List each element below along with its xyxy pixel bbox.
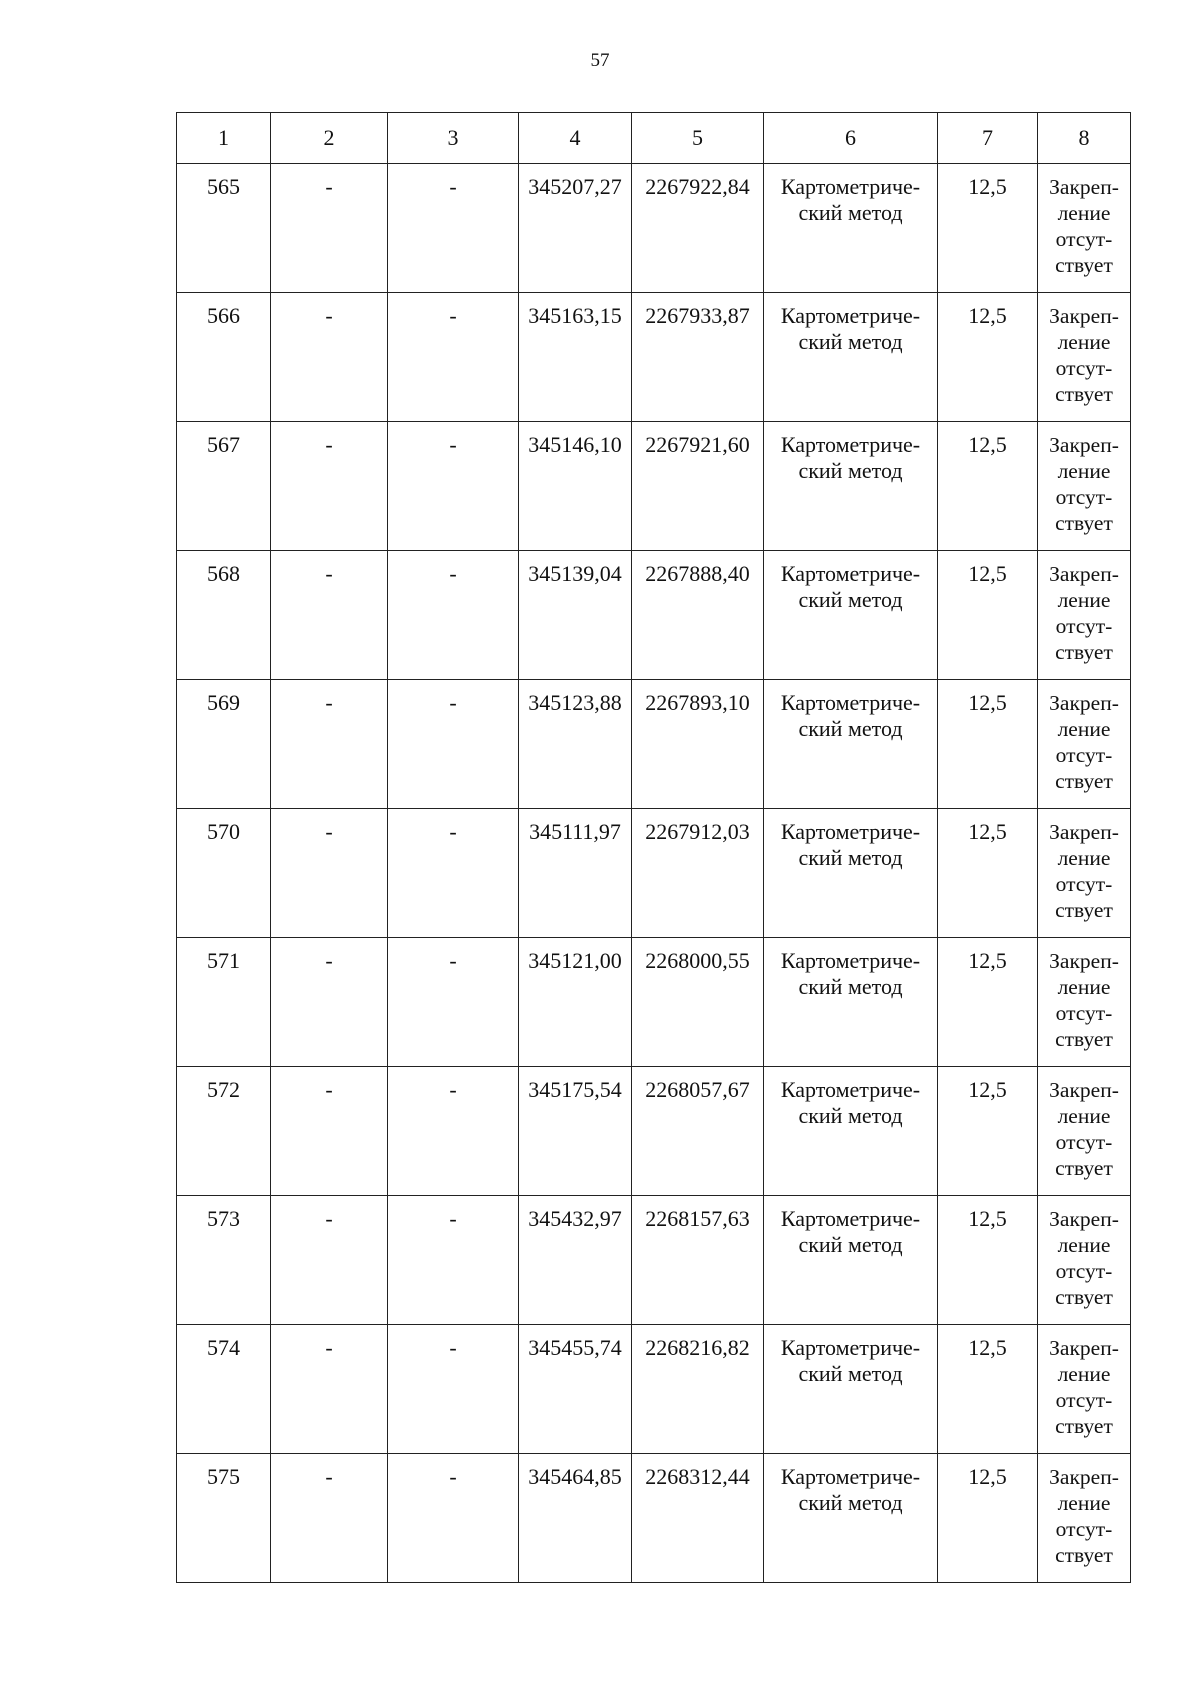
accuracy: 12,5 [938, 422, 1038, 551]
cell-line: ский метод [798, 200, 903, 225]
cell-line: ствует [1055, 898, 1113, 922]
coord-y: 2268216,82 [632, 1325, 764, 1454]
point-number: 565 [177, 164, 271, 293]
cell-line: ствует [1055, 1414, 1113, 1438]
cell-line: ление [1057, 1491, 1111, 1515]
cell-line: ление [1057, 459, 1111, 483]
fixing-cell [1038, 1067, 1131, 1196]
method-cell [764, 164, 938, 293]
coord-x: 345175,54 [519, 1067, 632, 1196]
cell-line: отсут- [1055, 1259, 1113, 1283]
cell-line: ский метод [798, 1490, 903, 1515]
point-number: 572 [177, 1067, 271, 1196]
cell-line: Картометриче- [780, 1464, 921, 1489]
cell-line: отсут- [1055, 1388, 1113, 1412]
coord-y: 2268157,63 [632, 1196, 764, 1325]
cell-col-2: - [271, 680, 388, 809]
cell-line: ление [1057, 717, 1111, 741]
cell-line: Картометриче- [780, 1077, 921, 1102]
cell-line: ление [1057, 846, 1111, 870]
cell-line: Картометриче- [780, 819, 921, 844]
accuracy: 12,5 [938, 938, 1038, 1067]
cell-line: Закреп- [1049, 304, 1119, 328]
cell-line: Закреп- [1049, 1078, 1119, 1102]
cell-col-2: - [271, 1454, 388, 1583]
cell-col-2: - [271, 1067, 388, 1196]
cell-col-2: - [271, 164, 388, 293]
cell-line: отсут- [1055, 614, 1113, 638]
coord-y: 2267933,87 [632, 293, 764, 422]
point-number: 570 [177, 809, 271, 938]
cell-col-2: - [271, 809, 388, 938]
cell-line: ление [1057, 1233, 1111, 1257]
cell-line: отсут- [1055, 1517, 1113, 1541]
table-row [177, 1067, 1131, 1196]
accuracy: 12,5 [938, 1325, 1038, 1454]
cell-line: Закреп- [1049, 1207, 1119, 1231]
method-cell [764, 680, 938, 809]
coord-y: 2267888,40 [632, 551, 764, 680]
coord-x: 345121,00 [519, 938, 632, 1067]
coord-y: 2268000,55 [632, 938, 764, 1067]
page-number: 57 [590, 50, 610, 71]
fixing-cell [1038, 1325, 1131, 1454]
method-cell [764, 293, 938, 422]
cell-line: ствует [1055, 1543, 1113, 1567]
cell-line: Картометриче- [780, 948, 921, 973]
cell-col-3: - [388, 164, 519, 293]
table-row [177, 551, 1131, 680]
method-cell [764, 1454, 938, 1583]
table-row [177, 809, 1131, 938]
column-header: 5 [632, 113, 764, 164]
point-number: 568 [177, 551, 271, 680]
cell-line: ствует [1055, 769, 1113, 793]
accuracy: 12,5 [938, 809, 1038, 938]
cell-col-2: - [271, 1196, 388, 1325]
fixing-cell [1038, 809, 1131, 938]
method-cell [764, 551, 938, 680]
cell-line: ствует [1055, 382, 1113, 406]
cell-line: ствует [1055, 1156, 1113, 1180]
cell-line: отсут- [1055, 1001, 1113, 1025]
accuracy: 12,5 [938, 1196, 1038, 1325]
coord-x: 345123,88 [519, 680, 632, 809]
cell-col-2: - [271, 422, 388, 551]
cell-line: Картометриче- [780, 432, 921, 457]
cell-line: отсут- [1055, 743, 1113, 767]
column-header: 3 [388, 113, 519, 164]
accuracy: 12,5 [938, 164, 1038, 293]
coord-y: 2267921,60 [632, 422, 764, 551]
fixing-cell [1038, 422, 1131, 551]
cell-line: отсут- [1055, 872, 1113, 896]
cell-line: ствует [1055, 1285, 1113, 1309]
coord-y: 2267922,84 [632, 164, 764, 293]
column-header: 8 [1038, 113, 1131, 164]
coord-x: 345163,15 [519, 293, 632, 422]
table-row [177, 938, 1131, 1067]
cell-line: Картометриче- [780, 1335, 921, 1360]
coord-y: 2268057,67 [632, 1067, 764, 1196]
cell-line: Картометриче- [780, 690, 921, 715]
column-header: 7 [938, 113, 1038, 164]
table-row [177, 680, 1131, 809]
cell-line: Закреп- [1049, 562, 1119, 586]
method-cell [764, 1325, 938, 1454]
cell-line: ление [1057, 588, 1111, 612]
cell-line: ствует [1055, 1027, 1113, 1051]
cell-line: ление [1057, 975, 1111, 999]
cell-line: Закреп- [1049, 1336, 1119, 1360]
cell-line: ствует [1055, 253, 1113, 277]
cell-col-3: - [388, 422, 519, 551]
table-row [177, 1325, 1131, 1454]
point-number: 569 [177, 680, 271, 809]
column-header: 6 [764, 113, 938, 164]
header-row [177, 113, 1131, 164]
cell-line: ский метод [798, 845, 903, 870]
column-header: 2 [271, 113, 388, 164]
fixing-cell [1038, 293, 1131, 422]
cell-line: ление [1057, 201, 1111, 225]
point-number: 573 [177, 1196, 271, 1325]
point-number: 567 [177, 422, 271, 551]
fixing-cell [1038, 938, 1131, 1067]
accuracy: 12,5 [938, 680, 1038, 809]
cell-line: ствует [1055, 640, 1113, 664]
column-header: 1 [177, 113, 271, 164]
cell-line: Картометриче- [780, 303, 921, 328]
cell-line: ление [1057, 1104, 1111, 1128]
cell-line: ский метод [798, 974, 903, 999]
cell-line: Закреп- [1049, 820, 1119, 844]
coord-y: 2267893,10 [632, 680, 764, 809]
coord-x: 345455,74 [519, 1325, 632, 1454]
coord-y: 2268312,44 [632, 1454, 764, 1583]
column-header: 4 [519, 113, 632, 164]
table-row [177, 422, 1131, 551]
coord-x: 345139,04 [519, 551, 632, 680]
accuracy: 12,5 [938, 1067, 1038, 1196]
cell-line: ский метод [798, 587, 903, 612]
cell-line: Закреп- [1049, 433, 1119, 457]
fixing-cell [1038, 1196, 1131, 1325]
cell-line: ление [1057, 330, 1111, 354]
cell-line: ский метод [798, 458, 903, 483]
fixing-cell [1038, 1454, 1131, 1583]
fixing-cell [1038, 551, 1131, 680]
cell-col-3: - [388, 551, 519, 680]
method-cell [764, 422, 938, 551]
table-row [177, 1454, 1131, 1583]
table-row [177, 293, 1131, 422]
cell-line: ский метод [798, 1232, 903, 1257]
cell-col-2: - [271, 1325, 388, 1454]
coord-x: 345207,27 [519, 164, 632, 293]
cell-col-3: - [388, 1067, 519, 1196]
point-number: 574 [177, 1325, 271, 1454]
method-cell [764, 1067, 938, 1196]
coord-y: 2267912,03 [632, 809, 764, 938]
accuracy: 12,5 [938, 1454, 1038, 1583]
cell-col-3: - [388, 1454, 519, 1583]
cell-line: ский метод [798, 1103, 903, 1128]
cell-line: Картометриче- [780, 174, 921, 199]
coord-x: 345111,97 [519, 809, 632, 938]
cell-col-2: - [271, 293, 388, 422]
fixing-cell [1038, 680, 1131, 809]
cell-col-2: - [271, 551, 388, 680]
cell-line: Картометриче- [780, 561, 921, 586]
cell-line: отсут- [1055, 1130, 1113, 1154]
method-cell [764, 938, 938, 1067]
cell-line: ствует [1055, 511, 1113, 535]
cell-line: Закреп- [1049, 1465, 1119, 1489]
cell-col-3: - [388, 1325, 519, 1454]
coordinates-table [176, 112, 1131, 1583]
cell-col-3: - [388, 293, 519, 422]
coord-x: 345464,85 [519, 1454, 632, 1583]
cell-col-2: - [271, 938, 388, 1067]
cell-line: ский метод [798, 716, 903, 741]
table-row [177, 1196, 1131, 1325]
cell-col-3: - [388, 809, 519, 938]
coord-x: 345146,10 [519, 422, 632, 551]
point-number: 566 [177, 293, 271, 422]
cell-line: ский метод [798, 329, 903, 354]
method-cell [764, 1196, 938, 1325]
accuracy: 12,5 [938, 293, 1038, 422]
cell-col-3: - [388, 938, 519, 1067]
method-cell [764, 809, 938, 938]
cell-line: отсут- [1055, 485, 1113, 509]
table-row [177, 164, 1131, 293]
accuracy: 12,5 [938, 551, 1038, 680]
cell-col-3: - [388, 680, 519, 809]
cell-line: Закреп- [1049, 175, 1119, 199]
coord-x: 345432,97 [519, 1196, 632, 1325]
cell-line: отсут- [1055, 227, 1113, 251]
fixing-cell [1038, 164, 1131, 293]
cell-line: ление [1057, 1362, 1111, 1386]
cell-col-3: - [388, 1196, 519, 1325]
cell-line: отсут- [1055, 356, 1113, 380]
cell-line: Закреп- [1049, 691, 1119, 715]
cell-line: Картометриче- [780, 1206, 921, 1231]
point-number: 571 [177, 938, 271, 1067]
cell-line: Закреп- [1049, 949, 1119, 973]
cell-line: ский метод [798, 1361, 903, 1386]
point-number: 575 [177, 1454, 271, 1583]
